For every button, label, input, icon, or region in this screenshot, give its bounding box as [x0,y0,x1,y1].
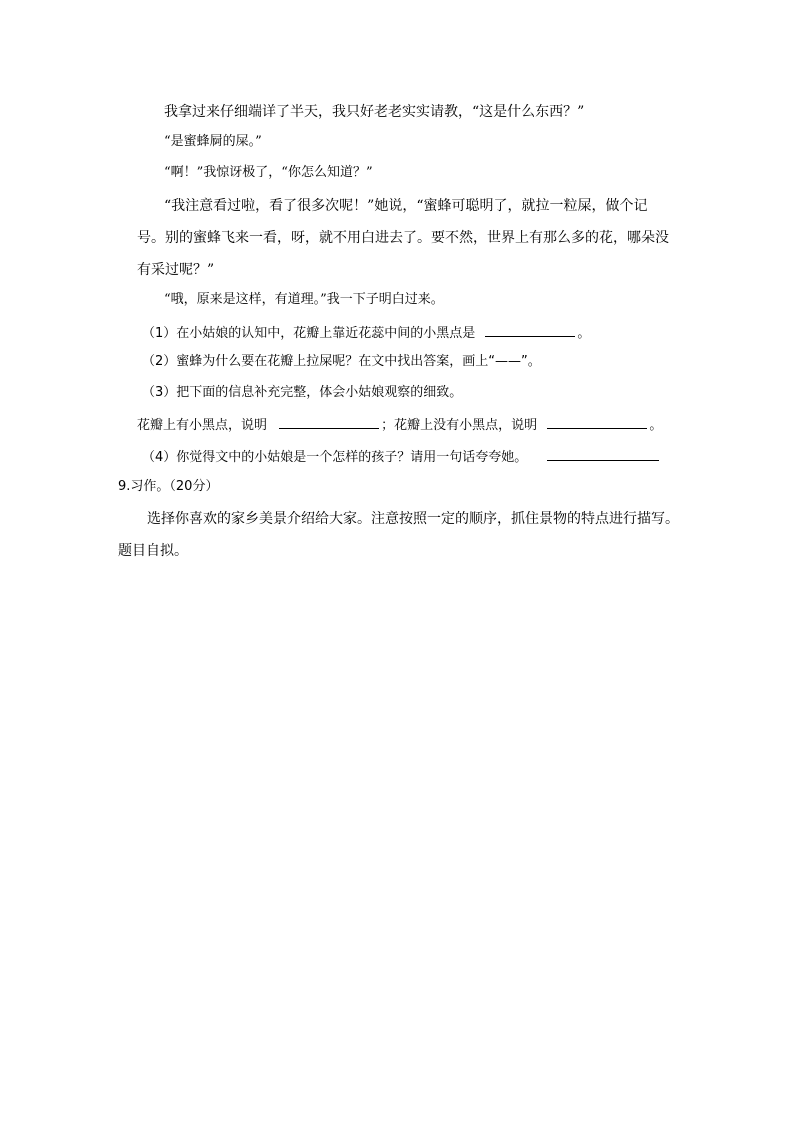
passage-paragraph-4-line-2: 号。别的蜜蜂飞来一看，呀，就不用白进去了。要不然，世界上有那么多的花，哪朵没 [137,230,669,246]
question-1-text: （1）在小姑娘的认知中，花瓣上靠近花蕊中间的小黑点是 [142,326,476,341]
passage-paragraph-2: “是蜜蜂屙的屎。” [164,134,262,149]
writing-prompt-line-2: 题目自拟。 [118,543,188,559]
question-3-part-2: ；花瓣上没有小黑点，说明 [381,418,538,433]
question-3-fill-in [137,414,662,434]
passage-paragraph-5: “哦，原来是这样，有道理。”我一下子明白过来。 [164,292,444,307]
passage-paragraph-4-line-3: 有采过呢？” [137,262,215,278]
writing-prompt-line-1: 选择你喜欢的家乡美景介绍给大家。注意按照一定的顺序，抓住景物的特点进行描写。 [147,511,679,527]
question-1 [142,322,590,342]
question-1-answer-blank[interactable] [485,322,575,337]
passage-paragraph-3: “啊！”我惊讶极了，“你怎么知道？” [164,165,373,180]
question-3-blank-2[interactable] [547,414,647,429]
question-3: （3）把下面的信息补充完整，体会小姑娘观察的细致。 [142,385,463,400]
question-4 [142,446,661,466]
passage-paragraph-1: 我拿过来仔细端详了半天，我只好老老实实请教，“这是什么东西？” [164,104,585,120]
writing-heading: 9.习作。（20分） [118,479,219,494]
question-3-part-1: 花瓣上有小黑点，说明 [137,418,268,433]
question-4-text: （4）你觉得文中的小姑娘是一个怎样的孩子？请用一句话夸夸她。 [142,450,528,465]
question-2: （2）蜜蜂为什么要在花瓣上拉屎呢？在文中找出答案，画上“——”。 [142,354,541,369]
question-3-end: 。 [649,418,663,433]
question-1-end: 。 [577,326,591,341]
passage-paragraph-4-line-1: “我注意看过啦，看了很多次呢！”她说，“蜜蜂可聪明了，就拉一粒屎，做个记 [164,198,648,214]
question-4-answer-blank[interactable] [547,446,659,461]
question-3-blank-1[interactable] [279,414,379,429]
